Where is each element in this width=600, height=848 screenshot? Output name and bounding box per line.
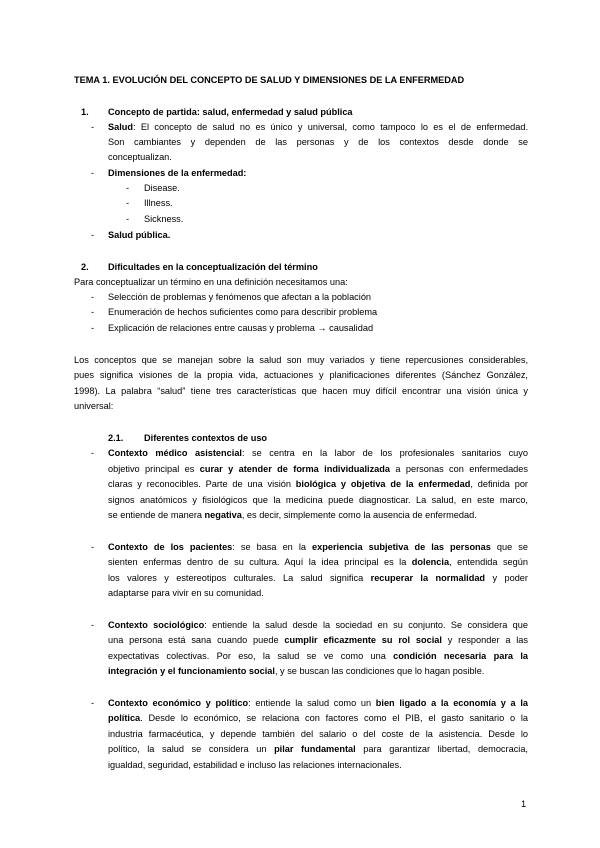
section-2-number: 2. <box>81 262 89 272</box>
medico-line-5: se entiende de manera negativa, es decir, simplemente como la ausencia de enfermedad. <box>108 510 477 520</box>
socio-line-1: Contexto sociológico: entiende la salud desde la sociedad en su conjunto. Se considera que <box>108 620 528 630</box>
bullet-dash: - <box>91 698 95 708</box>
paragraph-line-2: pues significa visiones de la propia vida, actuaciones y planificaciones diferentes (Sánchez González, <box>74 370 528 380</box>
medico-line-3: claras y reconocibles. Parte de una visión biológica y objetiva de la enfermedad, definida por <box>108 479 528 489</box>
salud-line-2: Son cambiantes y dependen de las personas y de los contextos desde donde se <box>108 137 528 147</box>
section-1-heading: Concepto de partida: salud, enfermedad y salud pública <box>108 107 353 117</box>
list-item: Enumeración de hechos suficientes como para describir problema <box>108 307 378 317</box>
dimensiones-label: Dimensiones de la enfermedad: <box>108 168 247 178</box>
econ-line-2: política. Desde lo económico, se relaciona con factores como el PIB, el gasto sanitario o la <box>108 713 528 723</box>
bullet-dash: - <box>91 122 95 132</box>
socio-line-4: integración y el funcionamiento social, y se buscan las condiciones que lo hagan posible. <box>108 666 485 676</box>
paragraph-line-1: Los conceptos que se manejan sobre la salud son muy variados y tiene repercusiones considerables, <box>74 355 528 365</box>
econ-line-3: industria farmacéutica, y depende también del salario o del coste de la asistencia. Desde lo <box>108 729 528 739</box>
econ-line-1: Contexto económico y político: entiende la salud como un bien ligado a la economía y a la <box>108 698 528 708</box>
econ-line-4: político, la salud se considera un pilar fundamental para garantizar libertad, democracia, <box>108 744 528 754</box>
bullet-dash: - <box>91 307 95 317</box>
medico-line-2: objetivo principal es curar y atender de forma individualizada a personas con enfermedades <box>108 464 528 474</box>
bullet-dash: - <box>91 448 95 458</box>
bullet-dash: - <box>91 292 95 302</box>
paragraph-line-3: 1998). La palabra “salud” tiene tres características que hacen muy difícil encontrar una visión única y <box>74 386 528 396</box>
section-2-heading: Dificultades en la conceptualización del término <box>108 262 318 272</box>
medico-line-1: Contexto médico asistencial: se centra en la labor de los profesionales sanitarios cuyo <box>108 448 528 458</box>
econ-line-5: igualdad, seguridad, estabilidad e incluso las relaciones internacionales. <box>108 760 402 770</box>
paragraph-line-4: universal: <box>74 401 114 411</box>
dimension-item: Illness. <box>144 198 173 208</box>
bullet-dash: - <box>126 183 130 193</box>
bullet-dash: - <box>126 198 130 208</box>
medico-line-4: signos anatómicos y fisiológicos que la medicina puede diagnosticar. La salud, en este marco, <box>108 495 528 505</box>
salud-line-1: Salud: El concepto de salud no es único y universal, como tampoco lo es el de enfermedad. <box>108 122 528 132</box>
socio-line-3: expectativas colectivas. Por eso, la salud se ve como una condición necesaria para la <box>108 651 528 661</box>
section-1-number: 1. <box>81 107 89 117</box>
salud-line-3: conceptualizan. <box>108 152 172 162</box>
salud-publica-label: Salud pública. <box>108 230 171 240</box>
dimension-item: Sickness. <box>144 214 184 224</box>
dimension-item: Disease. <box>144 183 180 193</box>
bullet-dash: - <box>91 542 95 552</box>
section-2-1-number: 2.1. <box>108 433 124 443</box>
pacientes-line-2: sienten enfermas dentro de su cultura. Aquí la idea principal es la dolencia, entendida según <box>108 557 528 567</box>
bullet-dash: - <box>126 214 130 224</box>
pacientes-line-1: Contexto de los pacientes: se basa en la experiencia subjetiva de las personas que se <box>108 542 528 552</box>
socio-line-2: una persona está sana cuando puede cumplir eficazmente su rol social y responder a las <box>108 635 529 645</box>
document-title: TEMA 1. EVOLUCIÓN DEL CONCEPTO DE SALUD Y DIMENSIONES DE LA ENFERMEDAD <box>74 75 465 85</box>
pacientes-line-3: los valores y estereotipos culturales. La salud significa recuperar la normalidad y poder <box>108 573 528 583</box>
section-2-1-heading: Diferentes contextos de uso <box>144 433 268 443</box>
bullet-dash: - <box>91 168 95 178</box>
page-number: 1 <box>521 799 527 809</box>
bullet-dash: - <box>91 620 95 630</box>
pacientes-line-4: adaptarse para vivir en su comunidad. <box>108 588 264 598</box>
list-item: Selección de problemas y fenómenos que afectan a la población <box>108 292 372 302</box>
bullet-dash: - <box>91 323 95 333</box>
bullet-dash: - <box>91 230 95 240</box>
list-item: Explicación de relaciones entre causas y problema → causalidad <box>108 323 374 333</box>
section-2-intro: Para conceptualizar un término en una definición necesitamos una: <box>74 277 348 287</box>
